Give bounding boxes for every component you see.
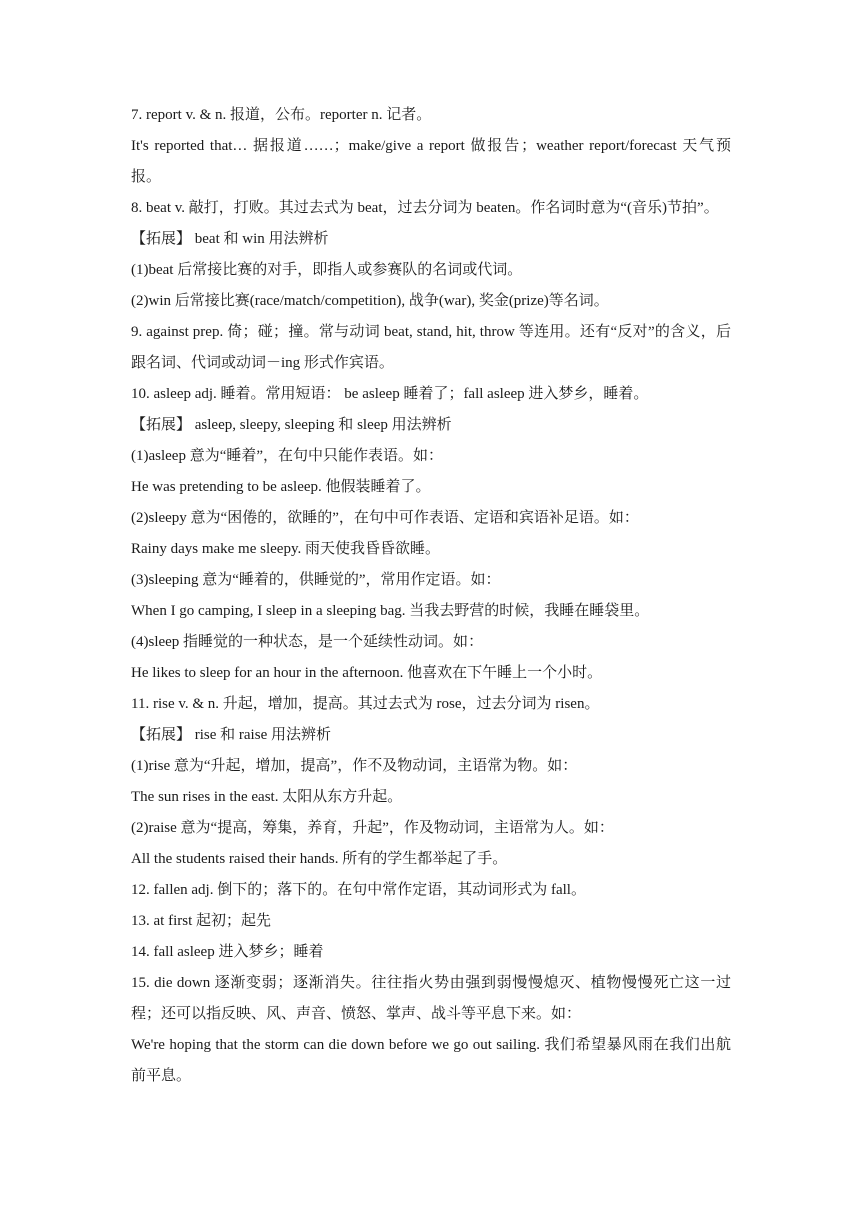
die-down-example: We're hoping that the storm can die down before we go out sailing. 我们希望暴风雨在我们出航前平息。 [131, 1037, 731, 1084]
vocab-entry-rise: 11. rise v. & n. 升起，增加，提高。其过去式为 rose，过去分词为 risen。 [131, 696, 600, 712]
document-body [131, 100, 731, 1092]
asleep-usage-note: (1)asleep 意为“睡着”，在句中只能作表语。如： [131, 448, 444, 464]
sleeping-example: When I go camping, I sleep in a sleeping bag. 当我去野营的时候，我睡在睡袋里。 [131, 603, 650, 619]
rise-usage-note: (1)rise 意为“升起，增加，提高”，作不及物动词，主语常为物。如： [131, 758, 578, 774]
report-phrases: It's reported that… 据报道……；make/give a report 做报告；weather report/forecast 天气预报。 [131, 138, 731, 185]
win-usage-note: (2)win 后常接比赛(race/match/competition), 战争(war), 奖金(prize)等名词。 [131, 293, 609, 309]
raise-example: All the students raised their hands. 所有的学生都举起了手。 [131, 851, 508, 867]
sleepy-usage-note: (2)sleepy 意为“困倦的，欲睡的”，在句中可作表语、定语和宾语补足语。如： [131, 510, 639, 526]
vocab-entry-fallen: 12. fallen adj. 倒下的；落下的。在句中常作定语，其动词形式为 fall。 [131, 882, 586, 898]
vocab-entry-report: 7. report v. & n. 报道，公布。reporter n. 记者。 [131, 107, 432, 123]
vocab-entry-at-first: 13. at first 起初；起先 [131, 913, 271, 929]
sleeping-usage-note: (3)sleeping 意为“睡着的，供睡觉的”，常用作定语。如： [131, 572, 501, 588]
beat-usage-note: (1)beat 后常接比赛的对手，即指人或参赛队的名词或代词。 [131, 262, 523, 278]
extension-heading-asleep: 【拓展】 asleep, sleepy, sleeping 和 sleep 用法辨析 [131, 417, 452, 433]
vocab-entry-against: 9. against prep. 倚；碰；撞。常与动词 beat, stand, hit, throw 等连用。还有“反对”的含义，后跟名词、代词或动词－ing 形式作宾语。 [131, 324, 731, 371]
vocab-entry-fall-asleep: 14. fall asleep 进入梦乡；睡着 [131, 944, 324, 960]
sleep-usage-note: (4)sleep 指睡觉的一种状态，是一个延续性动词。如： [131, 634, 484, 650]
asleep-example: He was pretending to be asleep. 他假装睡着了。 [131, 479, 431, 495]
raise-usage-note: (2)raise 意为“提高，筹集，养育，升起”，作及物动词，主语常为人。如： [131, 820, 614, 836]
rise-example: The sun rises in the east. 太阳从东方升起。 [131, 789, 403, 805]
extension-heading-rise-raise: 【拓展】 rise 和 raise 用法辨析 [131, 727, 331, 743]
sleep-example: He likes to sleep for an hour in the afternoon. 他喜欢在下午睡上一个小时。 [131, 665, 603, 681]
extension-heading-beat-win: 【拓展】 beat 和 win 用法辨析 [131, 231, 329, 247]
vocab-entry-asleep: 10. asleep adj. 睡着。常用短语： be asleep 睡着了；fall asleep 进入梦乡，睡着。 [131, 386, 649, 402]
vocab-entry-beat: 8. beat v. 敲打，打败。其过去式为 beat，过去分词为 beaten。作名词时意为“(音乐)节拍”。 [131, 200, 719, 216]
vocab-entry-die-down: 15. die down 逐渐变弱；逐渐消失。往往指火势由强到弱慢慢熄灭、植物慢慢死亡这一过程；还可以指反映、风、声音、愤怒、掌声、战斗等平息下来。如： [131, 975, 731, 1022]
sleepy-example: Rainy days make me sleepy. 雨天使我昏昏欲睡。 [131, 541, 440, 557]
